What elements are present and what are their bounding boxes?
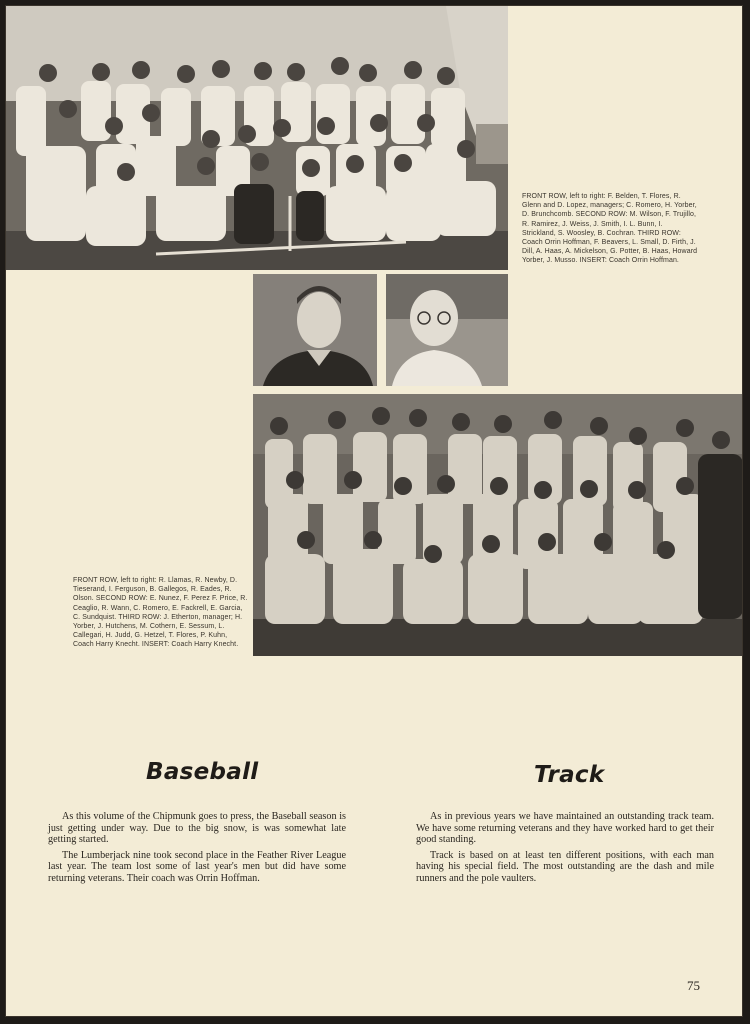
baseball-photo-caption: FRONT ROW, left to right: F. Belden, T. Flores, R. Glenn and D. Lopez, managers; C. Romero, H. Yorber, D. Brunchcomb. SECOND ROW: M. Wilson, F. Trujillo, R. Ramirez, J. Weiss, J. Smith, I. L. Bunn, I. Strickland, S. Woosley, B. Cochran. THIRD ROW: Coach Orrin Hoffman, F. Beavers, L. Small, D. Firth, J. Dill, A. Haas, A. Mickelson, G. Potter, B. Haas, Howard Yorber, J. Musso. INSERT: Coach Orrin Hoffman.: [522, 193, 698, 265]
baseball-paragraph-2: The Lumberjack nine took second place in the Feather River League last year. The team lost some of last year's men but did have some returning veterans. Their coach was Orrin Hoffman.: [48, 849, 346, 884]
track-paragraph-2: Track is based on at least ten different positions, with each man having his special field. The most outstanding are the dash and mile runners and the pole vaulters.: [416, 849, 714, 884]
yearbook-page: [5, 5, 743, 1017]
baseball-paragraph-1: As this volume of the Chipmunk goes to press, the Baseball season is just getting under way. Due to the big snow, is was somewhat late getting started.: [48, 811, 346, 846]
track-photo-caption: FRONT ROW, left to right: R. Llamas, R. Newby, D. Tieserand, I. Ferguson, B. Gallegos, R. Eades, R. Olson. SECOND ROW: E. Nunez, F. Perez F. Price, R. Ceaglio, R. Wann, C. Romero, E. Fackrell, E. Garcia, C. Sundquist. THIRD ROW: J. Etherton, manager; H. Yorber, J. Hutchens, M. Cothern, E. Sessum, L. Callegari, H. Judd, G. Hetzel, T. Flores, P. Kuhn, Coach Harry Knecht. INSERT: Coach Harry Knecht.: [73, 577, 248, 649]
baseball-heading: Baseball: [146, 759, 259, 785]
track-article: [416, 811, 714, 889]
track-paragraph-1: As in previous years we have maintained an outstanding track team. We have some returning veterans and they have worked hard to get their good standing.: [416, 811, 714, 846]
baseball-team-photo: [6, 6, 508, 270]
track-team-photo: [253, 394, 743, 656]
baseball-article: [48, 811, 346, 889]
track-coach-portrait: [253, 274, 377, 386]
track-heading: Track: [534, 762, 605, 788]
baseball-coach-portrait: [386, 274, 508, 386]
page-number: 75: [687, 978, 700, 993]
